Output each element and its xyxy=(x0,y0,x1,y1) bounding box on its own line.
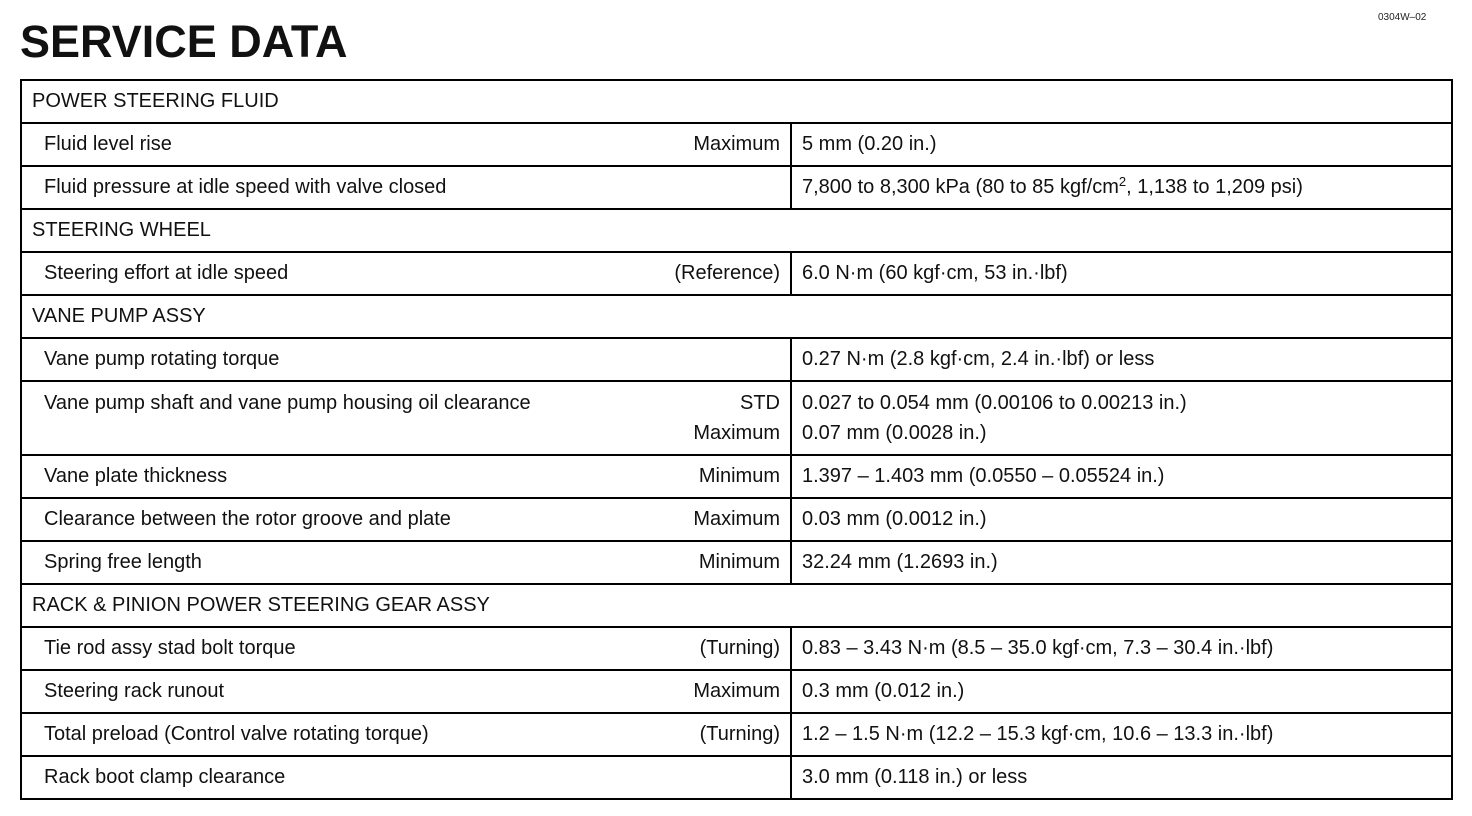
spec-value-main: 7,800 to 8,300 kPa (80 to 85 kgf/cm xyxy=(802,176,1119,198)
spec-value: 1.397 – 1.403 mm (0.0550 – 0.05524 in.) xyxy=(791,455,1452,498)
spec-label: Total preload (Control valve rotating torque) xyxy=(44,723,429,745)
spec-value: 5 mm (0.20 in.) xyxy=(791,123,1452,166)
table-row xyxy=(21,123,1452,166)
spec-value: 3.0 mm (0.118 in.) or less xyxy=(791,756,1452,799)
spec-qualifier: Minimum xyxy=(698,465,780,487)
spec-label: Vane pump shaft and vane pump housing oil clearance xyxy=(44,392,531,414)
spec-value: 0.03 mm (0.0012 in.) xyxy=(791,498,1452,541)
section-heading: VANE PUMP ASSY xyxy=(21,295,1452,338)
section-heading: RACK & PINION POWER STEERING GEAR ASSY xyxy=(21,584,1452,627)
spec-value xyxy=(791,381,1452,455)
spec-value xyxy=(791,166,1452,209)
spec-label: Rack boot clamp clearance xyxy=(44,766,286,788)
spec-label: Steering effort at idle speed xyxy=(44,262,289,284)
page-code: 0304W–02 xyxy=(1378,12,1427,23)
spec-value: 6.0 N·m (60 kgf·cm, 53 in.·lbf) xyxy=(791,252,1452,295)
spec-qualifier-stack xyxy=(693,388,780,448)
spec-value: 1.2 – 1.5 N·m (12.2 – 15.3 kgf·cm, 10.6 – 13.3 in.·lbf) xyxy=(791,713,1452,756)
table-row xyxy=(21,252,1452,295)
spec-label: Steering rack runout xyxy=(44,680,225,702)
spec-value: 0.27 N·m (2.8 kgf·cm, 2.4 in.·lbf) or less xyxy=(791,338,1452,381)
service-data-table xyxy=(20,79,1453,800)
spec-value-line: 0.07 mm (0.0028 in.) xyxy=(802,422,987,444)
spec-value-tail: , 1,138 to 1,209 psi) xyxy=(1126,176,1303,198)
table-row xyxy=(21,381,1452,455)
table-row xyxy=(21,670,1452,713)
spec-qualifier: Maximum xyxy=(693,422,780,444)
spec-label: Fluid level rise xyxy=(44,133,172,155)
spec-value: 32.24 mm (1.2693 in.) xyxy=(791,541,1452,584)
table-row xyxy=(21,756,1452,799)
section-header-row xyxy=(21,209,1452,252)
section-heading: POWER STEERING FLUID xyxy=(21,80,1452,123)
section-heading: STEERING WHEEL xyxy=(21,209,1452,252)
spec-label: Vane pump rotating torque xyxy=(44,348,280,370)
section-header-row xyxy=(21,295,1452,338)
spec-qualifier: Maximum xyxy=(693,508,780,530)
spec-qualifier: (Turning) xyxy=(699,723,780,745)
table-row xyxy=(21,498,1452,541)
spec-qualifier: Maximum xyxy=(693,680,780,702)
spec-label: Vane plate thickness xyxy=(44,465,228,487)
spec-label: Fluid pressure at idle speed with valve closed xyxy=(44,176,447,198)
spec-value-superscript: 2 xyxy=(1118,174,1127,189)
section-header-row xyxy=(21,584,1452,627)
table-row xyxy=(21,713,1452,756)
section-header-row xyxy=(21,80,1452,123)
spec-label: Spring free length xyxy=(44,551,202,573)
spec-qualifier: Maximum xyxy=(693,133,780,155)
spec-qualifier: STD xyxy=(740,392,780,414)
spec-label: Tie rod assy stad bolt torque xyxy=(44,637,296,659)
spec-value: 0.3 mm (0.012 in.) xyxy=(791,670,1452,713)
page-title: SERVICE DATA xyxy=(20,16,348,67)
spec-label: Clearance between the rotor groove and plate xyxy=(44,508,451,530)
table-row xyxy=(21,455,1452,498)
spec-value: 0.83 – 3.43 N·m (8.5 – 35.0 kgf·cm, 7.3 – 30.4 in.·lbf) xyxy=(791,627,1452,670)
spec-value-line: 0.027 to 0.054 mm (0.00106 to 0.00213 in.) xyxy=(802,392,1187,414)
table-row xyxy=(21,166,1452,209)
spec-qualifier: (Reference) xyxy=(674,262,780,284)
spec-qualifier: (Turning) xyxy=(699,637,780,659)
table-row xyxy=(21,541,1452,584)
table-row xyxy=(21,338,1452,381)
table-row xyxy=(21,627,1452,670)
spec-qualifier: Minimum xyxy=(698,551,780,573)
